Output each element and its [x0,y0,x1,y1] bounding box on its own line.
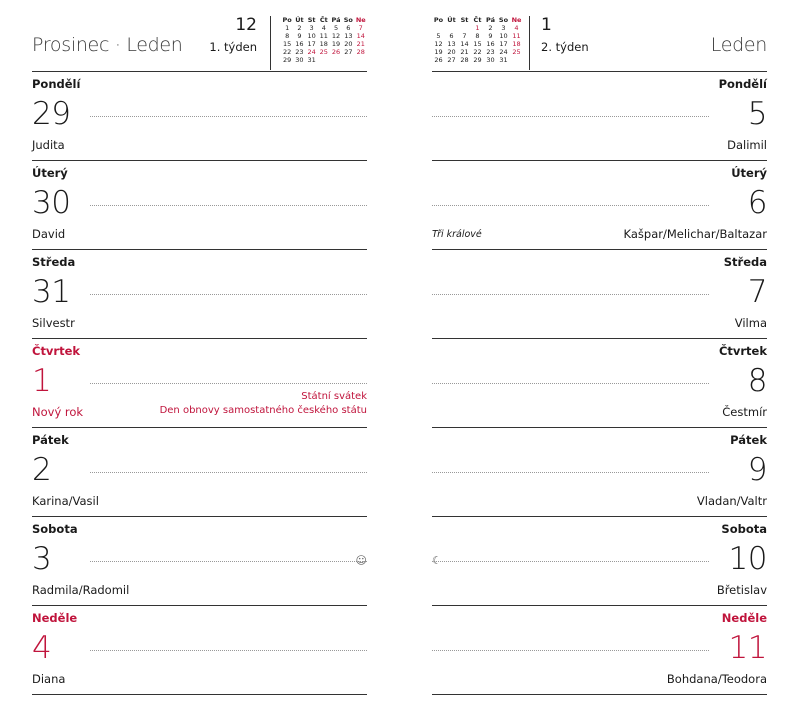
mini-cell: 11 [319,32,328,40]
mini-cell: 25 [319,48,328,56]
day-number: 30 [32,185,71,221]
right-mini-calendar [432,16,523,64]
right-week-number: 1 [541,15,552,35]
mini-cell: 8 [475,32,480,40]
mini-cell: 20 [447,48,456,56]
mini-cell: 30 [295,56,304,64]
mini-header: Čt [473,16,482,24]
mini-cell: 15 [283,40,292,48]
mini-cell: 10 [307,32,316,40]
mini-cell: 3 [309,24,314,32]
mini-cell: 16 [486,40,495,48]
left-week-label: 1. týden [209,40,257,54]
mini-cell: 6 [346,24,351,32]
day-name: Sobota [32,522,78,536]
mini-cell: 4 [321,24,326,32]
day-block-sunday[interactable] [32,606,367,695]
mini-cell: 14 [460,40,469,48]
right-month-title: Leden [710,34,767,56]
day-number: 31 [32,274,71,310]
holiday-description: Den obnovy samostatného českého státu [159,405,367,416]
day-block-monday[interactable] [432,72,767,161]
mini-cell: 26 [434,56,443,64]
day-name: Středa [32,255,76,269]
day-name: Sobota [721,522,767,536]
mini-header: Út [295,16,304,24]
mini-cell: 31 [499,56,508,64]
day-block-wednesday[interactable] [32,250,367,339]
mini-cell: 27 [344,48,353,56]
mini-cell: 20 [344,40,353,48]
mini-header: Pá [331,16,341,24]
mini-header: Pá [486,16,495,24]
writing-line [432,650,709,651]
mini-cell [342,56,354,64]
day-name: Úterý [32,166,68,180]
mini-cell: 17 [499,40,508,48]
nameday-label: Břetislav [716,583,767,597]
mini-cell: 30 [486,56,495,64]
day-name: Čtvrtek [718,344,767,358]
writing-line [432,472,709,473]
mini-cell: 25 [512,48,521,56]
mini-cell: 28 [356,48,365,56]
mini-header: St [460,16,469,24]
mini-cell: 31 [307,56,316,64]
nameday-label: Dalimil [727,138,767,152]
mini-header: So [343,16,353,24]
writing-line [90,116,367,117]
mini-cell: 6 [449,32,454,40]
day-name: Pátek [730,433,767,447]
mini-header: Út [447,16,456,24]
mini-cell: 5 [436,32,441,40]
writing-line [90,205,367,206]
mini-cell [432,24,445,32]
mini-cell: 27 [447,56,456,64]
mini-cell: 17 [307,40,316,48]
day-number: 5 [747,96,767,132]
left-mini-calendar [281,16,367,64]
day-name: Čtvrtek [32,344,81,358]
mini-cell: 1 [475,24,480,32]
mini-cell: 11 [512,32,521,40]
day-number: 7 [747,274,767,310]
day-block-tuesday[interactable] [432,161,767,250]
holiday-label: Státní svátek [301,391,367,402]
nameday-label: Kašpar/Melichar/Baltazar [623,227,767,241]
day-block-tuesday[interactable] [32,161,367,250]
day-name: Neděle [721,611,767,625]
left-header [32,0,367,72]
day-number: 9 [747,452,767,488]
mini-cell: 21 [356,40,365,48]
writing-line [90,472,367,473]
day-number: 29 [32,96,71,132]
day-block-friday[interactable] [432,428,767,517]
writing-line [90,650,367,651]
mini-cell [330,56,342,64]
day-name: Středa [723,255,767,269]
mini-cell: 8 [285,32,290,40]
mini-cell: 2 [297,24,302,32]
mini-cell: 9 [488,32,493,40]
right-page [432,0,767,722]
nameday-label: David [32,227,66,241]
mini-cell: 12 [331,32,341,40]
writing-line [432,205,709,206]
full-moon-icon: ☺ [355,554,367,567]
writing-line [90,294,367,295]
mini-cell: 13 [344,32,353,40]
mini-header: St [307,16,316,24]
writing-line [90,561,367,562]
day-number: 8 [747,363,767,399]
mini-cell [318,56,330,64]
right-week-label: 2. týden [541,40,589,54]
mini-cell: 26 [331,48,341,56]
day-block-friday[interactable] [32,428,367,517]
nameday-label: Bohdana/Teodora [666,672,767,686]
mini-cell: 19 [434,48,443,56]
mini-cell: 19 [331,40,341,48]
mini-cell: 23 [295,48,304,56]
mini-cell: 29 [283,56,292,64]
mini-cell: 13 [447,40,456,48]
day-block-wednesday[interactable] [432,250,767,339]
day-number: 10 [728,541,767,577]
nameday-label: Vilma [734,316,767,330]
mini-cell: 21 [460,48,469,56]
nameday-label: Vladan/Valtr [696,494,767,508]
mini-cell: 29 [473,56,482,64]
nameday-label: Silvestr [32,316,75,330]
left-month-title: Prosinec · Leden [32,34,183,56]
left-page [32,0,367,722]
day-block-saturday[interactable] [32,517,367,606]
mini-cell: 9 [297,32,302,40]
day-number: 6 [747,185,767,221]
mini-cell: 18 [512,40,521,48]
writing-line [90,383,367,384]
mini-cell: 7 [358,24,363,32]
nameday-label: Karina/Vasil [32,494,99,508]
mini-cell: 24 [499,48,508,56]
mini-cell: 4 [514,24,519,32]
day-block-saturday[interactable] [432,517,767,606]
mini-header: Po [433,16,444,24]
mini-cell: 10 [499,32,508,40]
mini-cell: 2 [488,24,493,32]
mini-cell: 3 [501,24,506,32]
day-name: Úterý [731,166,767,180]
left-week-number: 12 [235,15,257,35]
mini-cell: 22 [473,48,482,56]
mini-cell: 23 [486,48,495,56]
mini-cell [355,56,368,64]
mini-cell: 7 [462,32,467,40]
day-name: Neděle [32,611,78,625]
writing-line [432,383,709,384]
mini-cell [445,24,458,32]
day-block-monday[interactable] [32,72,367,161]
mini-cell: 5 [333,24,339,32]
left-header-divider [270,16,271,70]
nameday-label: Nový rok [32,405,84,419]
day-number: 4 [32,630,52,666]
mini-cell: 28 [460,56,469,64]
mini-cell [458,24,471,32]
mini-cell: 14 [356,32,365,40]
writing-line [432,116,709,117]
mini-header: Čt [319,16,328,24]
day-number: 2 [32,452,52,488]
day-block-thursday[interactable] [432,339,767,428]
nameday-label: Radmila/Radomil [32,583,130,597]
writing-line [432,561,709,562]
mini-header: Ne [511,16,522,24]
day-name: Pondělí [32,77,81,91]
mini-cell: 24 [307,48,316,56]
day-block-sunday[interactable] [432,606,767,695]
mini-cell: 15 [473,40,482,48]
day-number: 3 [32,541,52,577]
mini-cell: 22 [283,48,292,56]
right-header-divider [529,16,530,70]
day-name: Pondělí [718,77,767,91]
writing-line [432,294,709,295]
mini-cell [510,56,523,64]
nameday-label: Judita [32,138,65,152]
mini-cell: 16 [295,40,304,48]
moon-icon: ☾ [432,554,442,567]
feast-label: Tři králové [432,229,482,240]
day-number: 11 [728,630,767,666]
day-number: 1 [32,363,52,399]
mini-cell: 12 [434,40,443,48]
mini-header: Po [282,16,292,24]
mini-cell: 18 [319,40,328,48]
right-header [432,0,767,72]
mini-header: So [498,16,509,24]
day-block-thursday[interactable] [32,339,367,428]
nameday-label: Diana [32,672,66,686]
mini-header: Ne [355,16,366,24]
mini-cell: 1 [285,24,290,32]
day-name: Pátek [32,433,69,447]
nameday-label: Čestmír [722,405,767,419]
